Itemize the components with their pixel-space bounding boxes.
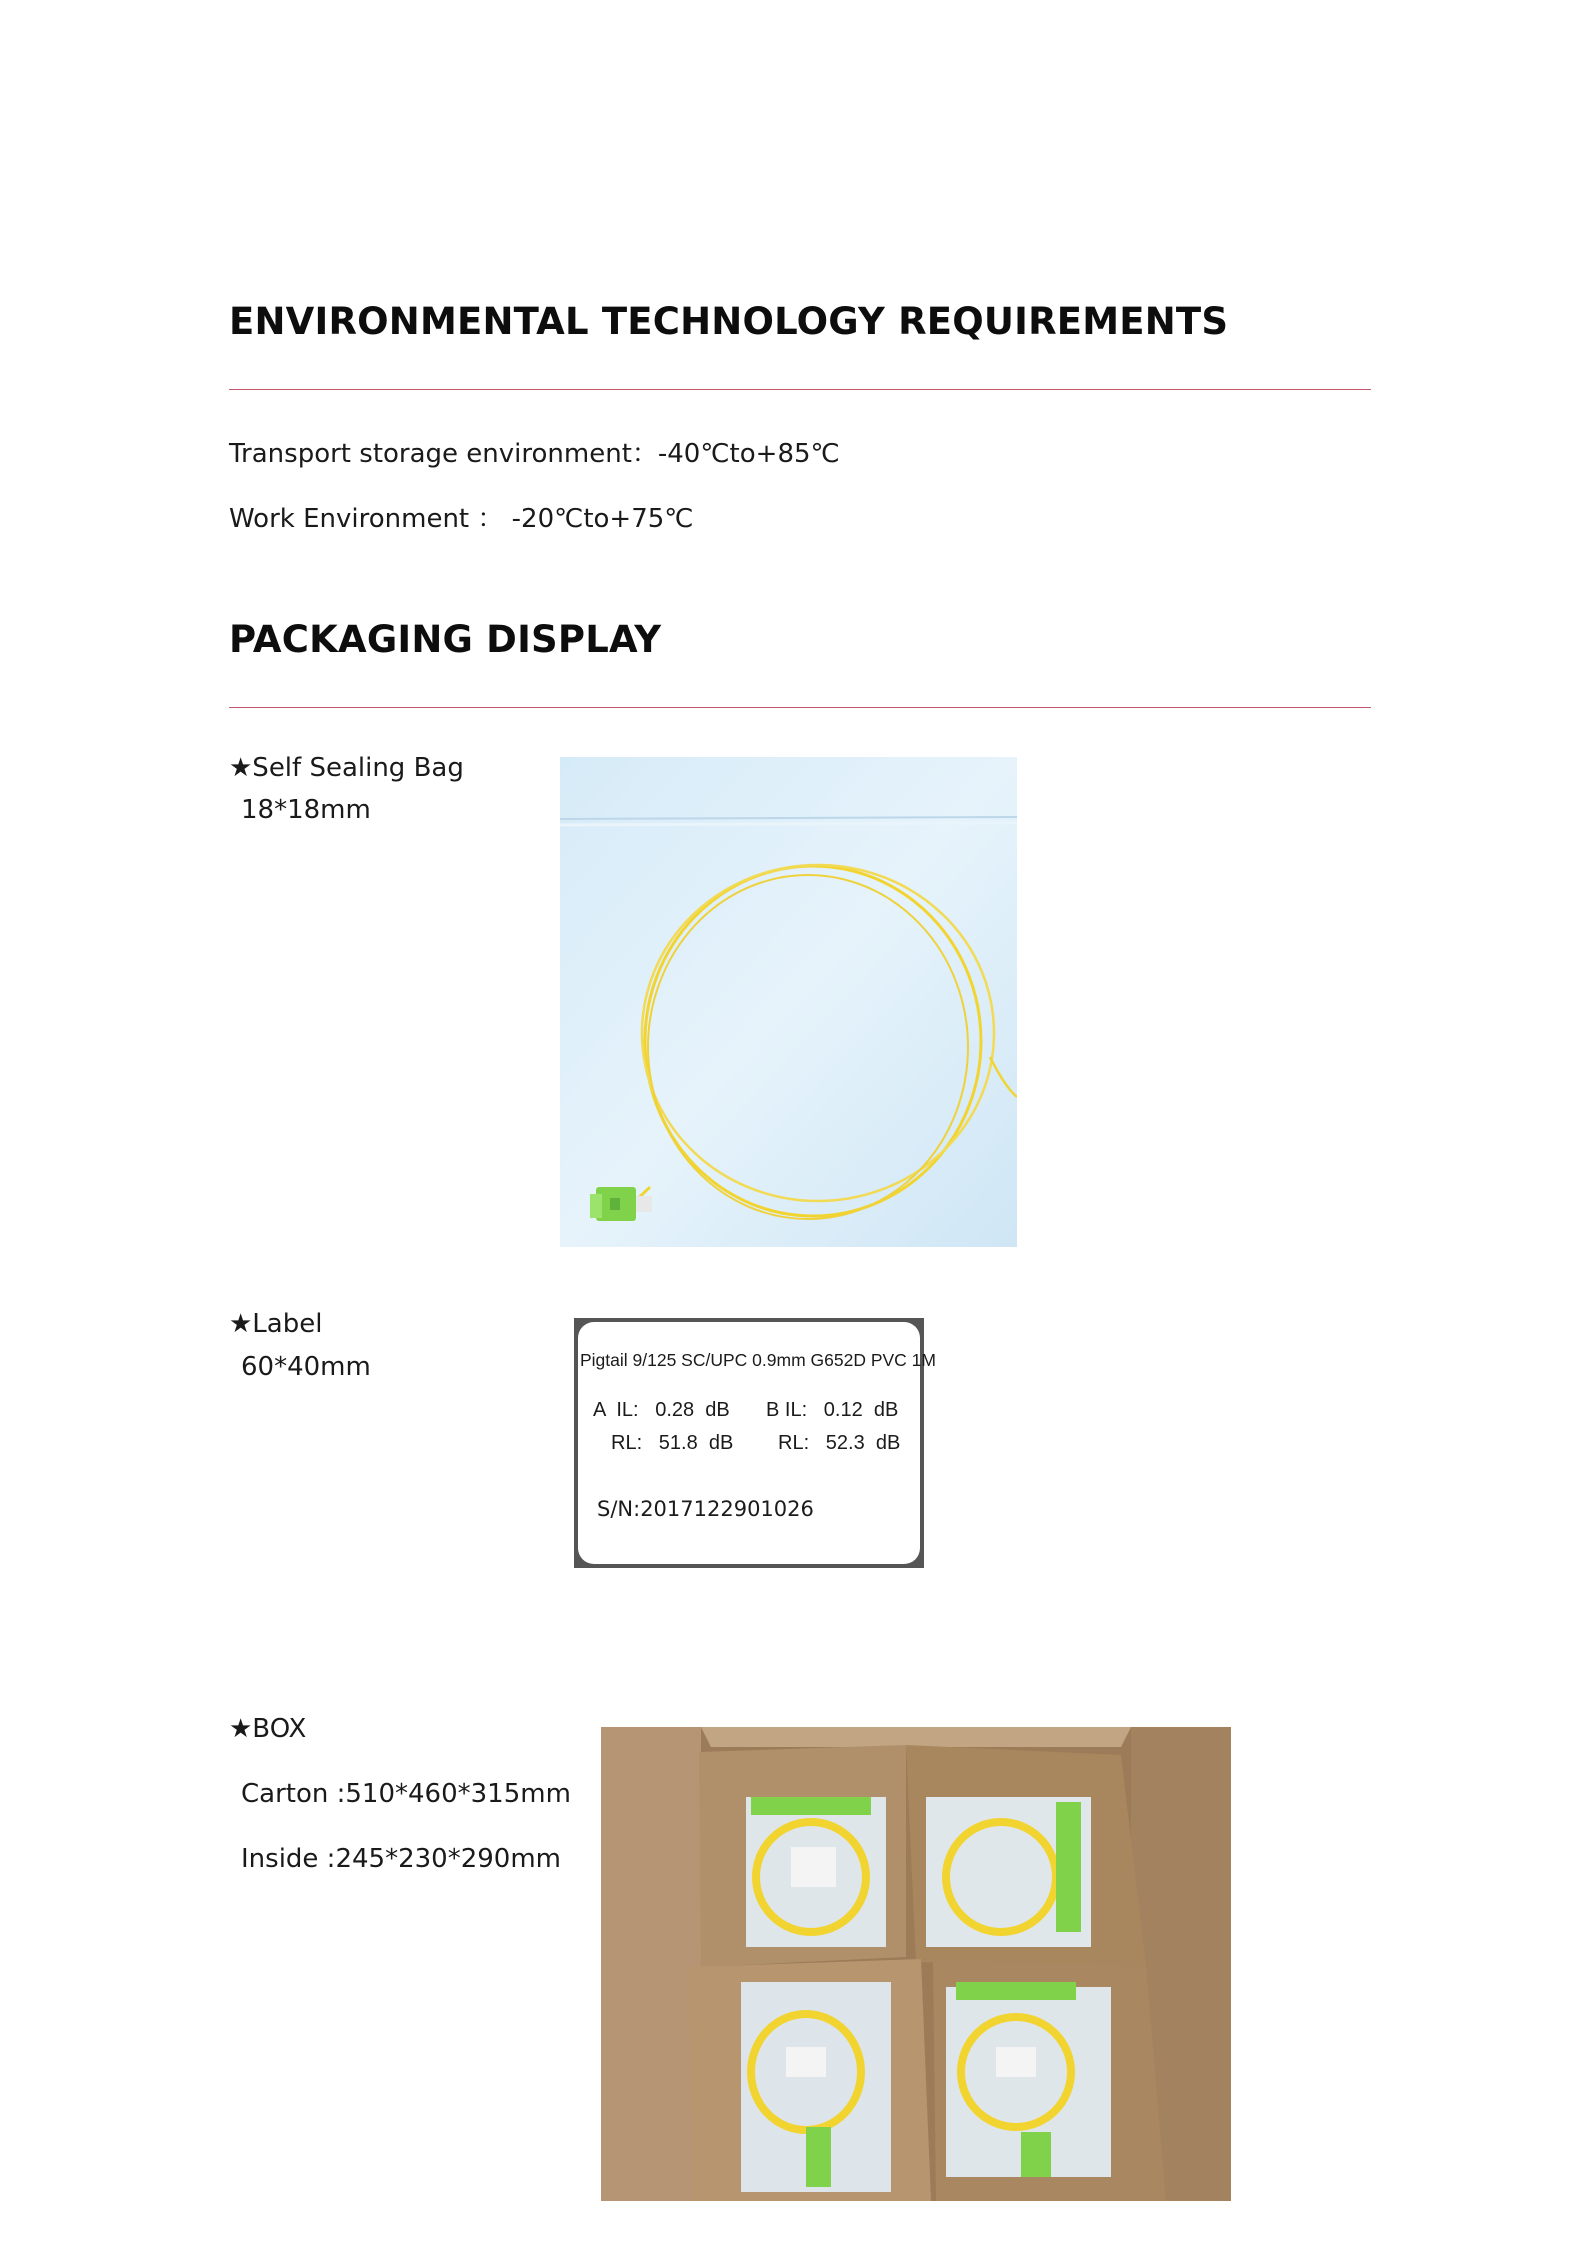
box-name: ★BOX [229,1714,307,1744]
inner-box-top-right [906,1745,1146,1967]
inner-box-top-left [699,1745,906,1967]
packaging-heading: PACKAGING DISPLAY [229,618,662,661]
bag-size: 18*18mm [241,795,371,825]
section-divider [229,389,1371,390]
inner-box-bottom-left [689,1959,931,2201]
label-b-il: B IL: 0.12 dB [766,1399,899,1421]
label-serial-number: S/N:2017122901026 [597,1497,814,1521]
transport-storage-text: Transport storage environment：-40℃to+85℃ [229,439,840,469]
self-sealing-bag-photo [560,757,1017,1247]
label-title: Pigtail 9/125 SC/UPC 0.9mm G652D PVC 1M [580,1350,936,1370]
work-environment-text: Work Environment ： -20℃to+75℃ [229,504,694,534]
label-size: 60*40mm [241,1352,371,1382]
label-a-rl: RL: 51.8 dB [611,1432,734,1454]
carton-size: Carton :510*460*315mm [241,1779,571,1809]
inside-size: Inside :245*230*290mm [241,1844,561,1874]
label-sample [574,1318,936,1568]
bag-name: ★Self Sealing Bag [229,753,464,783]
section-divider [229,707,1371,708]
carton-box-photo [601,1727,1231,2201]
environment-heading: ENVIRONMENTAL TECHNOLOGY REQUIREMENTS [229,300,1229,343]
label-a-il: A IL: 0.28 dB [593,1399,730,1421]
label-name: ★Label [229,1309,323,1339]
inner-box-bottom-right [933,1959,1166,2201]
label-sample-face [578,1322,936,1564]
label-b-rl: RL: 52.3 dB [778,1432,901,1454]
